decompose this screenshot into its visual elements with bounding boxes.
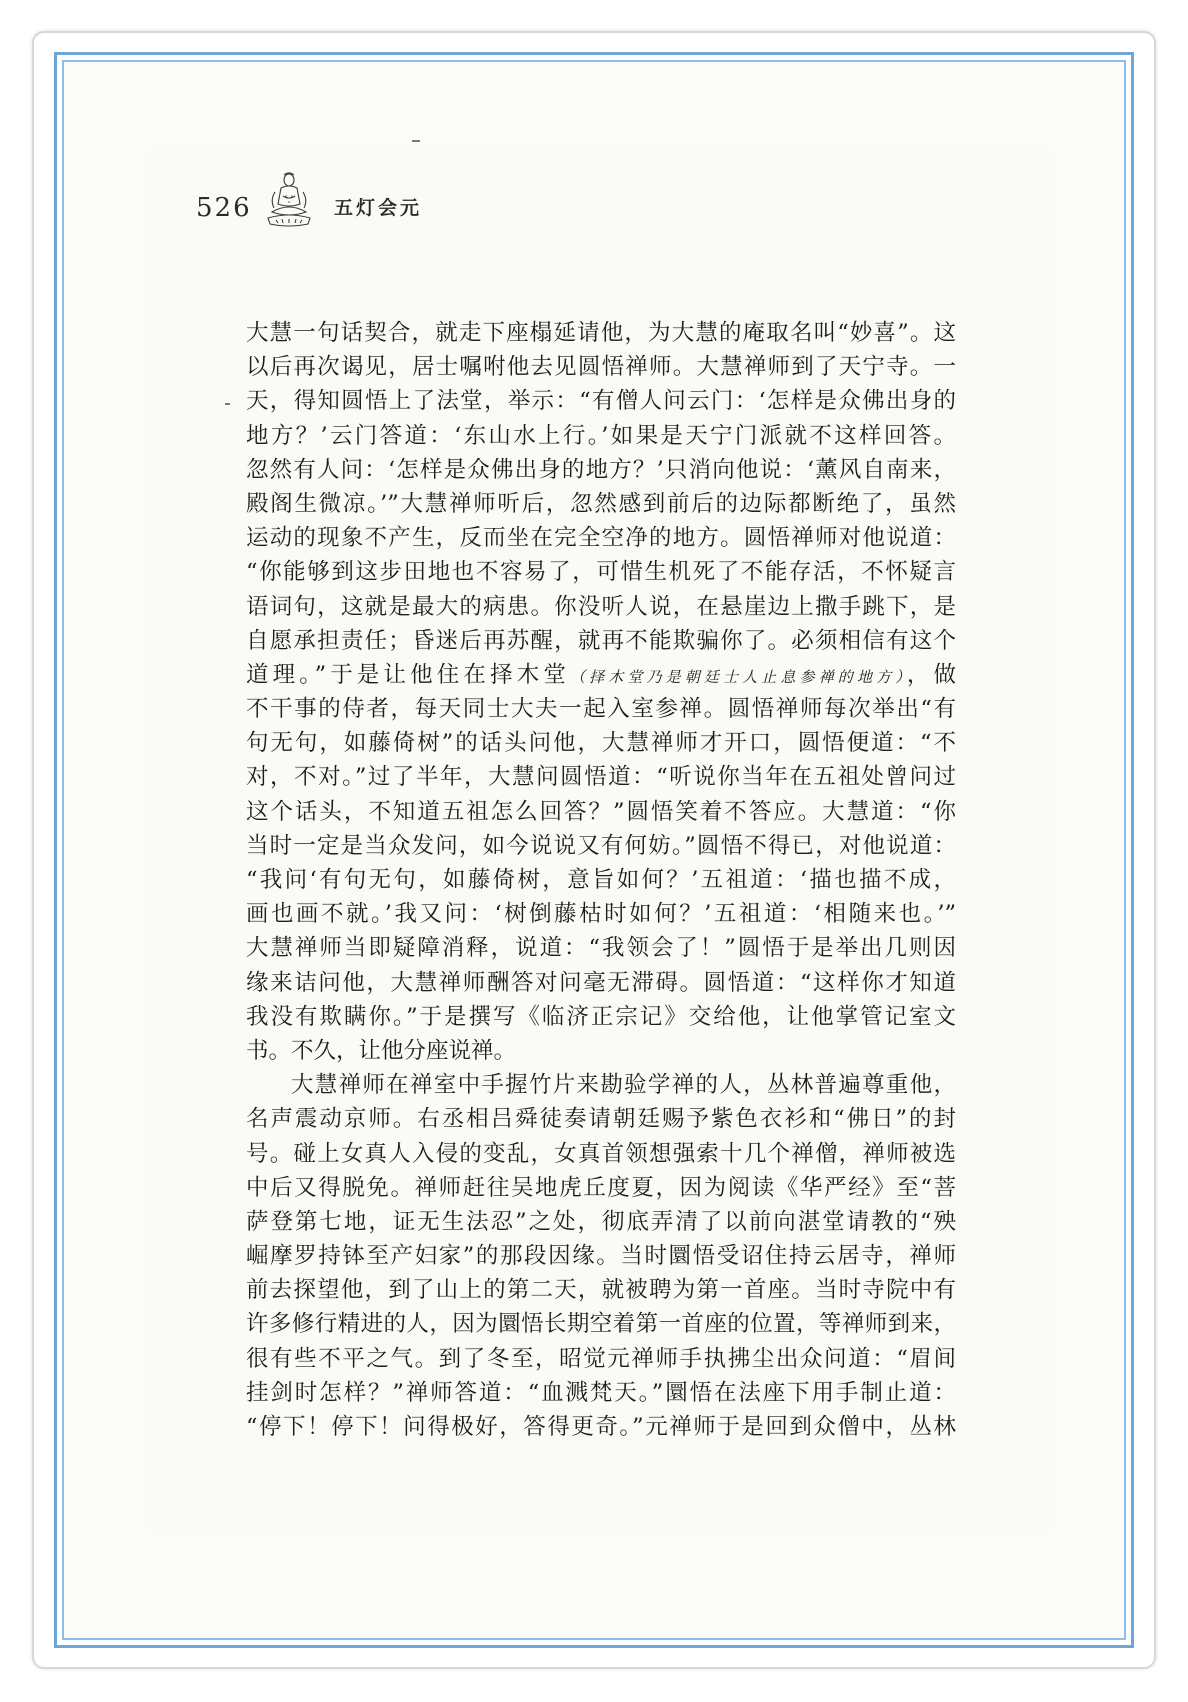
scan-speck [412,140,420,142]
text-line: “我问‘有句无句，如藤倚树，意旨如何？’五祖道：‘描也描不成， [246,867,956,893]
book-title: 五灯会元 [334,197,423,219]
seated-buddha-icon [264,172,314,228]
text-line: 号。碰上女真人入侵的变乱，女真首领想强索十几个禅僧，禅师被选 [246,1140,956,1167]
text-line: 萨登第七地，证无生法忍”之处，彻底弄清了以前向湛堂请教的“殃 [246,1208,956,1235]
text-line: 这个话头，不知道五祖怎么回答？”圆悟笑着不答应。大慧道：“你 [246,798,956,825]
text-line: 天，得知圆悟上了法堂，举示：“有僧人问云门：‘怎样是众佛出身的 [246,388,956,415]
text-line: 许多修行精进的人，因为圜悟长期空着第一首座的位置，等禅师到来， [246,1311,956,1338]
text-line: 自愿承担责任；昏迷后再苏醒，就再不能欺骗你了。必须相信有这个 [246,627,956,654]
text-line: 挂剑时怎样？”禅师答道：“血溅梵天。”圜悟在法座下用手制止道： [246,1379,956,1406]
scan-speck [225,403,230,405]
text-line: 画也画不就。’我又问：‘树倒藤枯时如何？’五祖道：‘相随来也。’” [246,901,956,928]
text-line: 前去探望他，到了山上的第二天，就被聘为第一首座。当时寺院中有 [246,1277,956,1304]
text-line: 对，不对。”过了半年，大慧问圆悟道：“听说你当年在五祖处曾问过 [246,764,956,791]
text-line: 地方？’云门答道：‘东山水上行。’如果是天宁门派就不这样回答。 [246,422,956,449]
text-segment: 道理。”于是让他住在择木堂 [246,661,570,688]
text-line: 殿阁生微凉。’”大慧禅师听后，忽然感到前后的边际都断绝了，虽然 [246,490,956,517]
text-line: 中后又得脱免。禅师赶往吴地虎丘度夏，因为阅读《华严经》至“菩 [246,1174,956,1201]
text-line-with-note [246,658,956,692]
text-line: 语词句，这就是最大的病患。你没听人说，在悬崖边上撒手跳下，是 [246,593,956,620]
text-segment: ，做 [906,661,956,688]
inline-note: （择木堂乃是朝廷士人止息参禅的地方） [569,667,907,686]
text-line: 不干事的侍者，每天同士大夫一起入室参禅。圆悟禅师每次举出“有 [246,696,956,723]
page-number: 526 [196,193,252,223]
paragraph-start-line: 大慧禅师在禅室中手握竹片来勘验学禅的人，丛林普遍尊重他， [291,1072,956,1099]
text-line: 运动的现象不产生，反而坐在完全空净的地方。圆悟禅师对他说道： [246,525,956,552]
text-line: 我没有欺瞒你。”于是撰写《临济正宗记》交给他，让他掌管记室文 [246,1003,956,1030]
text-line: 以后再次谒见，居士嘱咐他去见圆悟禅师。大慧禅师到了天宁寺。一 [246,354,956,381]
text-line: 崛摩罗持钵至产妇家”的那段因缘。当时圜悟受诏住持云居寺，禅师 [246,1243,956,1270]
text-line: 大慧一句话契合，就走下座榻延请他，为大慧的庵取名叫“妙喜”。这 [246,320,956,346]
text-line: 名声震动京师。右丞相吕舜徒奏请朝廷赐予紫色衣衫和“佛日”的封 [246,1106,956,1133]
text-line: “停下！停下！问得极好，答得更奇。”元禅师于是回到众僧中，丛林 [246,1414,956,1440]
text-line: 很有些不平之气。到了冬至，昭觉元禅师手执拂尘出众问道：“眉间 [246,1345,956,1372]
text-line: 当时一定是当众发问，如今说说又有何妨。”圆悟不得已，对他说道： [246,832,956,859]
text-line: 大慧禅师当即疑障消释，说道：“我领会了！”圆悟于是举出几则因 [246,935,956,962]
body-text [246,316,956,1444]
text-line: 句无句，如藤倚树”的话头问他，大慧禅师才开口，圆悟便道：“不 [246,730,956,757]
text-line: 缘来诘问他，大慧禅师酬答对问毫无滞碍。圆悟道：“这样你才知道 [246,969,956,996]
text-line: “你能够到这步田地也不容易了，可惜生机死了不能存活，不怀疑言 [246,559,956,586]
paragraph-end-line: 书。不久，让他分座说禅。 [246,1037,517,1064]
text-line: 忽然有人问：‘怎样是众佛出身的地方？’只消向他说：‘薰风自南来， [246,456,956,483]
